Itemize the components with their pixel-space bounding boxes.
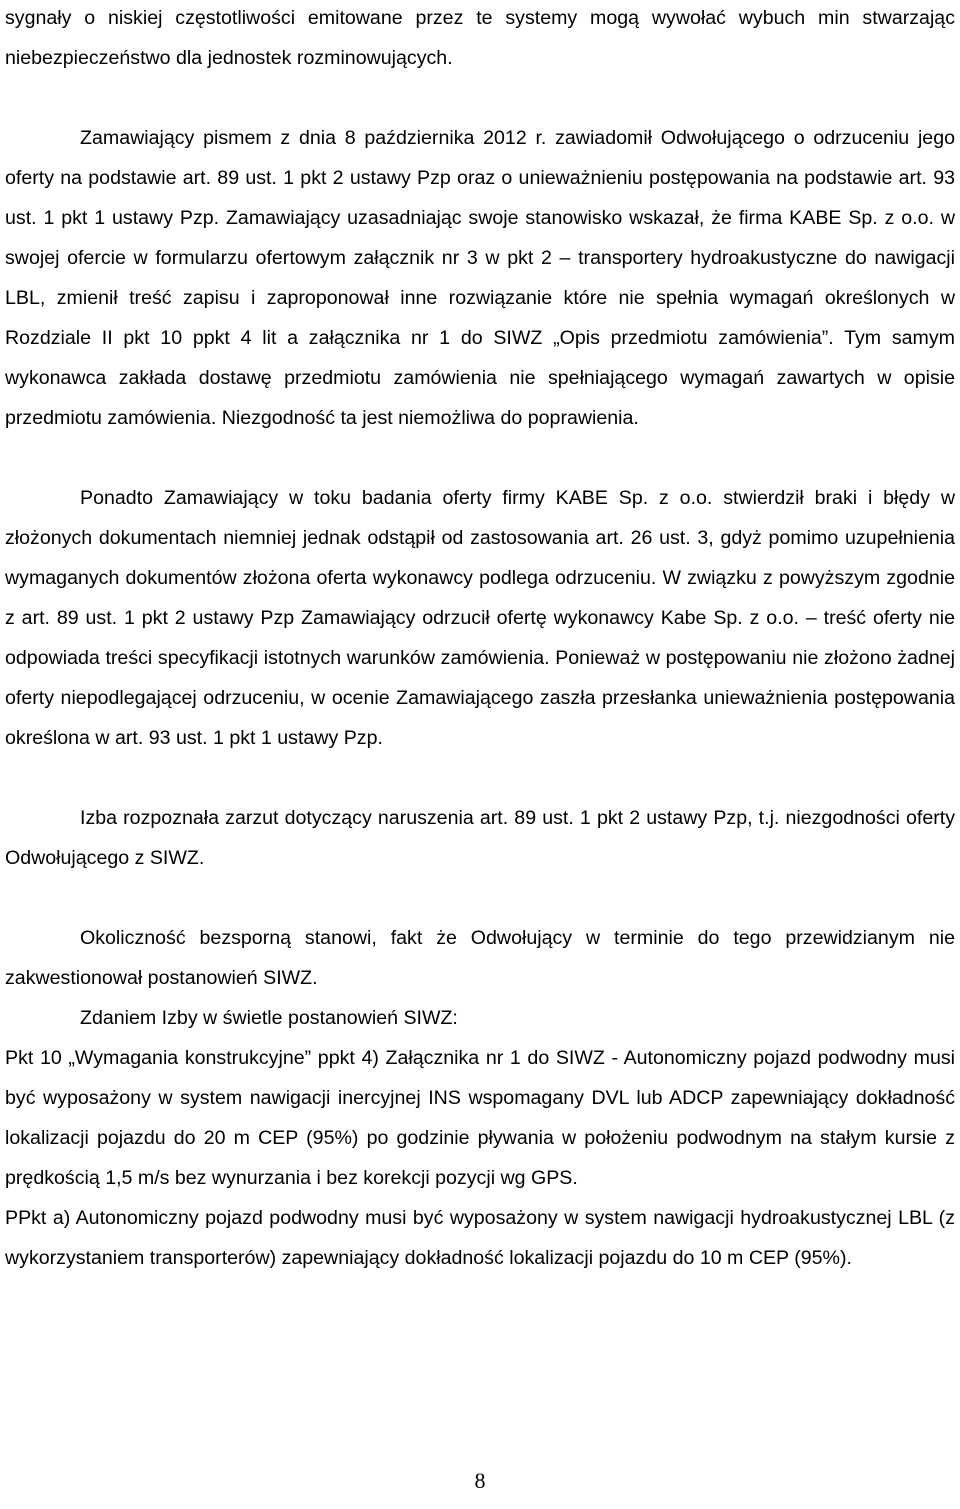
paragraph-rejection-notice: Zamawiający pismem z dnia 8 października 2012 r. zawiadomił Odwołującego o odrzuceniu jego oferty na podstawie art. 89 ust. 1 pkt 2 ustawy Pzp oraz o unieważnieniu postępowania na podstawie art. 93 ust. 1 pkt 1 ustawy Pzp. Zamawiający uzasadniając swoje stanowisko wskazał, że firma KABE Sp. z o.o. w swojej ofercie w formularzu ofertowym załącznik nr 3 w pkt 2 – transportery hydroakustyczne do nawigacji LBL, zmienił treść zapisu i zaproponował inne rozwiązanie które nie spełnia wymagań określonych w Rozdziale II pkt 10 ppkt 4 lit a załącznika nr 1 do SIWZ „Opis przedmiotu zamówienia”. Tym samym wykonawca zakłada dostawę przedmiotu zamówienia nie spełniającego wymagań zawartych w opisie przedmiotu zamówienia. Niezgodność ta jest niemożliwa do poprawienia. <box>5 127 955 429</box>
paragraph-spacer <box>5 438 955 478</box>
page-number: 8 <box>474 1468 486 1493</box>
paragraph-point-10: Pkt 10 „Wymagania konstrukcyjne” ppkt 4) Załącznika nr 1 do SIWZ - Autonomiczny pojazd podwodny musi być wyposażony w system nawigacji inercyjnej INS wspomagany DVL lub ADCP zapewniający dokładność lokalizacji pojazdu do 20 m CEP (95%) po godzinie pływania w położeniu podwodnym na stałym kursie z prędkością 1,5 m/s bez wynurzania i bez korekcji pozycji wg GPS. <box>5 1047 955 1189</box>
paragraph-chamber-opinion: Zdaniem Izby w świetle postanowień SIWZ: <box>80 1007 458 1029</box>
paragraph-spacer <box>5 878 955 918</box>
paragraph-deficiencies: Ponadto Zamawiający w toku badania oferty firmy KABE Sp. z o.o. stwierdził braki i błędy w złożonych dokumentach niemniej jednak odstąpił od zastosowania art. 26 ust. 3, gdyż pomimo uzupełnienia wymaganych dokumentów złożona oferta wykonawcy podlega odrzuceniu. W związku z powyższym zgodnie z art. 89 ust. 1 pkt 2 ustawy Pzp Zamawiający odrzucił ofertę wykonawcy Kabe Sp. z o.o. – treść oferty nie odpowiada treści specyfikacji istotnych warunków zamówienia. Ponieważ w postępowaniu nie złożono żadnej oferty niepodlegającej odrzuceniu, w ocenie Zamawiającego zaszła przesłanka unieważnienia postępowania określona w art. 93 ust. 1 pkt 1 ustawy Pzp. <box>5 487 955 749</box>
paragraph-spacer <box>5 78 955 118</box>
paragraph-subpoint-a: PPkt a) Autonomiczny pojazd podwodny musi być wyposażony w system nawigacji hydroakustycznej LBL (z wykorzystaniem transporterów) zapewniający dokładność lokalizacji pojazdu do 10 m CEP (95%). <box>5 1207 955 1269</box>
paragraph-spacer <box>5 758 955 798</box>
paragraph-chamber-examination: Izba rozpoznała zarzut dotyczący naruszenia art. 89 ust. 1 pkt 2 ustawy Pzp, t.j. niezgodności oferty Odwołującego z SIWZ. <box>5 807 955 869</box>
paragraph-continuation: sygnały o niskiej częstotliwości emitowane przez te systemy mogą wywołać wybuch min stwarzając niebezpieczeństwo dla jednostek rozminowujących. <box>5 7 955 69</box>
document-page <box>5 0 955 1278</box>
paragraph-undisputed-fact: Okoliczność bezsporną stanowi, fakt że Odwołujący w terminie do tego przewidzianym nie zakwestionował postanowień SIWZ. <box>5 927 955 989</box>
